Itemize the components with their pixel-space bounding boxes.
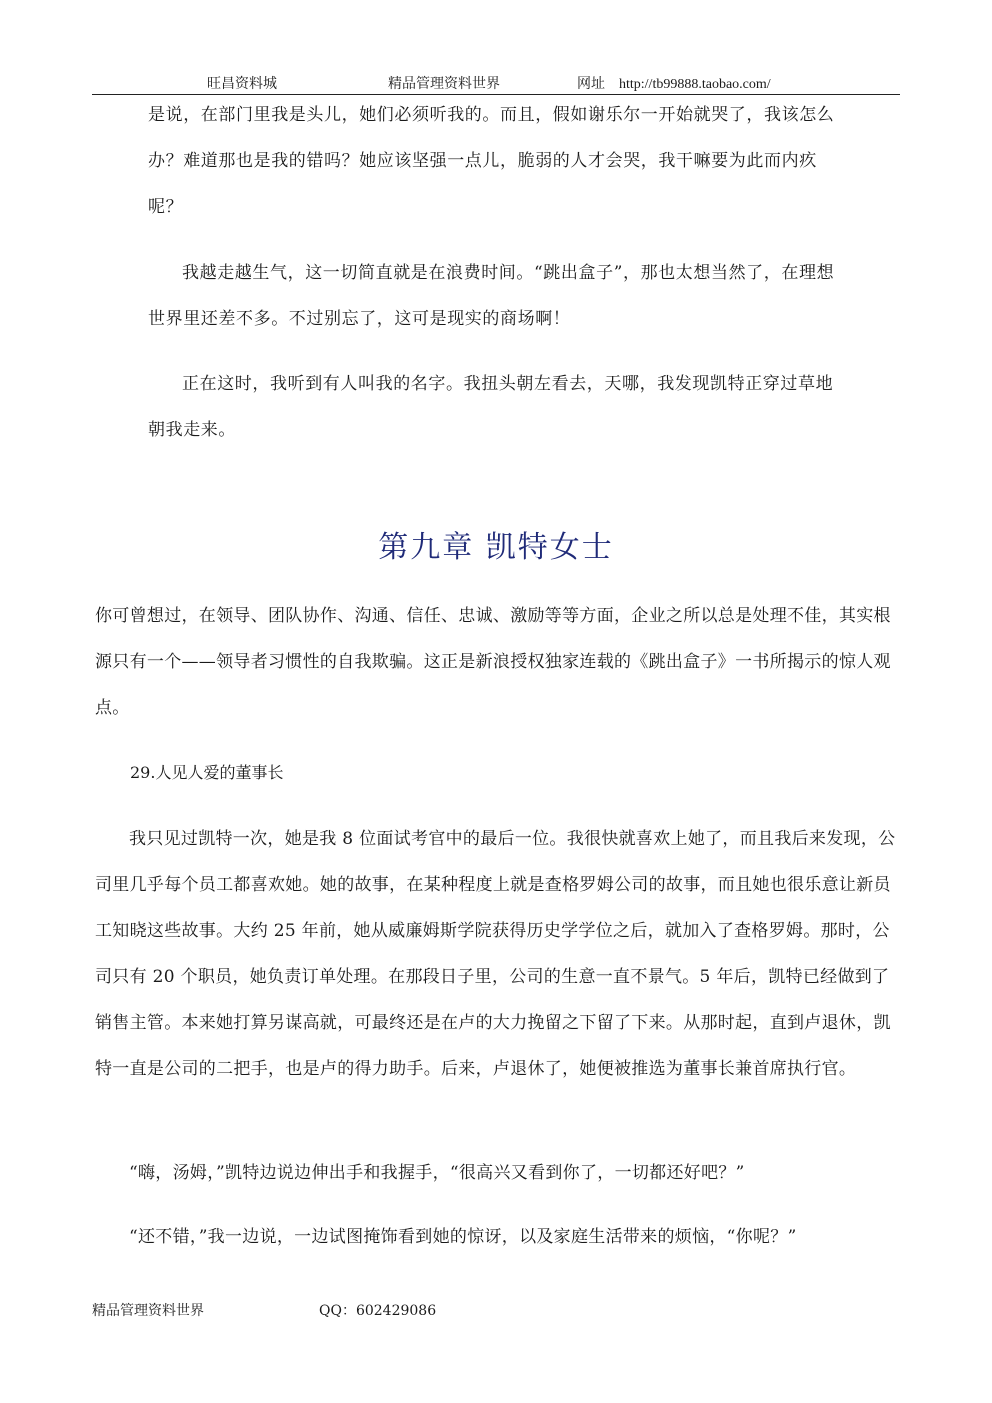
paragraph-angry: 我越走越生气，这一切简直就是在浪费时间。“跳出盒子”，那也太想当然了，在理想世界里还差不多。不过别忘了，这可是现实的商场啊！ [148, 263, 835, 329]
header-url-group [577, 73, 771, 93]
chapter-intro: 你可曾想过，在领导、团队协作、沟通、信任、忠诚、激励等等方面，企业之所以总是处理不佳，其实根源只有一个——领导者习惯性的自我欺骗。这正是新浪授权独家连载的《跳出盒子》一书所揭示的惊人观点。 [95, 606, 891, 718]
chapter-title: 第九章 凯特女士 [378, 530, 614, 565]
header-shop-name: 旺昌资料城 [207, 76, 277, 92]
paragraph-dialogue-2: “还不错，”我一边说，一边试图掩饰看到她的惊讶，以及家庭生活带来的烦恼，“你呢？” [129, 1227, 797, 1247]
footer-qq: QQ：602429086 [319, 1303, 437, 1319]
header-url-label: 网址 [577, 76, 605, 92]
paragraph-dialogue-1: “嗨，汤姆，”凯特边说边伸出手和我握手，“很高兴又看到你了，一切都还好吧？” [129, 1163, 745, 1183]
section-title: 29.人见人爱的董事长 [130, 763, 284, 782]
header-site-name: 精品管理资料世界 [388, 76, 500, 92]
paragraph-continuation: 是说，在部门里我是头儿，她们必须听我的。而且，假如谢乐尔一开始就哭了，我该怎么办？难道那也是我的错吗？她应该坚强一点儿，脆弱的人才会哭，我干嘛要为此而内疚呢？ [148, 105, 835, 217]
paragraph-kate-arrives: 正在这时，我听到有人叫我的名字。我扭头朝左看去，天哪，我发现凯特正穿过草地朝我走来。 [148, 374, 834, 440]
paragraph-kate-story: 我只见过凯特一次，她是我 8 位面试考官中的最后一位。我很快就喜欢上她了，而且我后来发现，公司里几乎每个员工都喜欢她。她的故事，在某种程度上就是查格罗姆公司的故事，而且她也很乐意让新员工知晓这些故事。大约 25 年前，她从威廉姆斯学院获得历史学学位之后，就加入了查格罗姆。那时，公司只有 20 个职员，她负责订单处理。在那段日子里，公司的生意一直不景气。5 年后，凯特已经做到了销售主管。本来她打算另谋高就，可最终还是在卢的大力挽留之下留了下来。从那时起，直到卢退休，凯特一直是公司的二把手，也是卢的得力助手。后来，卢退休了，她便被推选为董事长兼首席执行官。 [95, 829, 896, 1079]
footer-site-name: 精品管理资料世界 [92, 1303, 204, 1319]
page-footer [92, 1300, 436, 1320]
header-url-link[interactable]: http://tb99888.taobao.com/ [619, 77, 771, 92]
